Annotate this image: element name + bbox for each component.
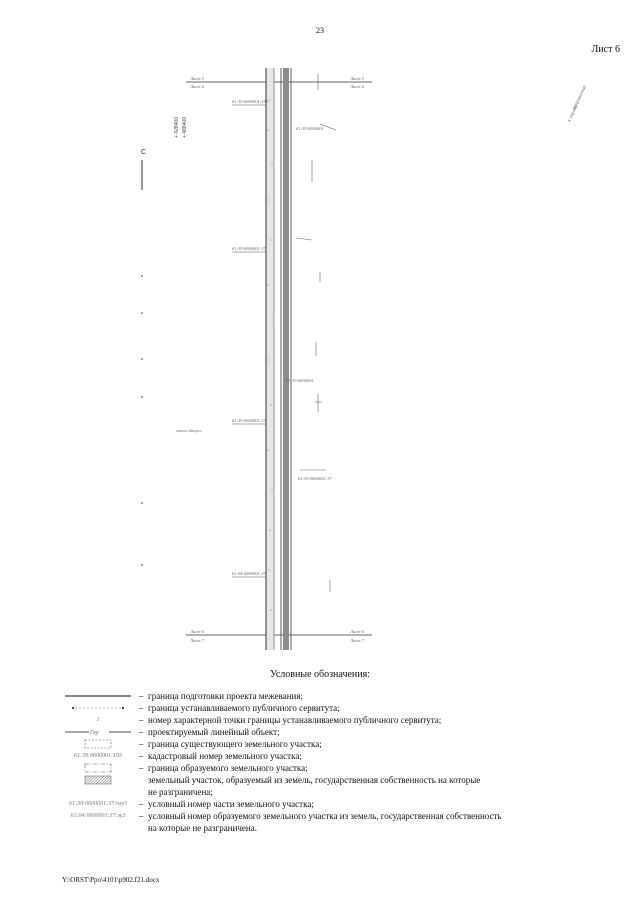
part-number-symbol: 61:39:0600001:37:чзу3 [69,801,127,807]
svg-text:Лист 6: Лист 6 [350,629,364,634]
dotted-points-symbol [62,702,134,714]
legend-text: на которые не разграничена. [148,823,257,833]
svg-text:61:39:0600001:193: 61:39:0600001:193 [232,99,268,104]
svg-text:61:39:0600001: 61:39:0600001 [296,126,324,131]
corner-label [567,84,588,123]
right-features [296,74,336,592]
formed-plot-number-symbol: 61:04:0600001:37:зу3 [70,813,126,819]
svg-text:к городу: к городу [567,104,580,123]
svg-text:Лист 7: Лист 7 [190,638,204,643]
svg-text:Лист 6: Лист 6 [350,84,364,89]
svg-text:С: С [141,149,147,156]
legend [62,690,622,834]
legend-text: номер характерной точки границы устанавливаемого публичного сервитута; [148,715,442,725]
cadastral-number-symbol: 61:39:0600001:193 [74,753,122,759]
legend-text: земельный участок, образуемый из земель, государственная собственность на которые [148,775,481,785]
legend-item: 61:39:0600001:193 – кадастровый номер земельного участка; [62,750,622,762]
legend-text: условный номер образуемого земельного участка из земель, государственная собственность [148,811,502,821]
svg-text:Лист 5: Лист 5 [350,76,364,81]
legend-item: 61:39:0600001:37:чзу3 – условный номер части земельного участка; [62,798,622,810]
legend-text: граница существующего земельного участка; [148,739,322,749]
legend-item: – граница существующего земельного участка; [62,738,622,750]
survey-plan [0,60,640,660]
legend-text: проектируемый линейный объект; [148,727,280,737]
sheet-label: Лист 6 [591,44,620,55]
svg-text:+ 428400: + 428400 [174,117,180,138]
legend-text: граница подготовки проекта межевания; [148,691,304,701]
legend-item: – граница образуемого земельного участка; [62,762,622,774]
svg-text:Лист 6: Лист 6 [190,84,204,89]
legend-text: граница устанавливаемого публичного сервитута; [148,703,340,713]
svg-text:земли общего: земли общего [176,428,202,433]
solid-line-symbol [62,690,134,702]
legend-item: Гвр – проектируемый линейный объект; [62,726,622,738]
svg-text:61:39:0600001:37: 61:39:0600001:37 [232,418,266,423]
svg-text:61:04:0600001:37: 61:04:0600001:37 [232,571,266,576]
coordinate-marks [174,117,188,138]
legend-item: – граница устанавливаемого публичного сервитута; [62,702,622,714]
legend-text: кадастровый номер земельного участка; [148,751,302,761]
svg-text:Лист 6: Лист 6 [190,629,204,634]
linear-object-band [283,68,289,650]
svg-text:61:39:0600001:37: 61:39:0600001:37 [298,476,332,481]
svg-text:61:39:0600001: 61:39:0600001 [286,378,314,383]
hatched-box-symbol [62,774,134,786]
svg-text:направление: направление [572,84,588,111]
legend-item: 61:04:0600001:37:зу3 – условный номер образуемого земельного участка из земель, государственная собственность [62,810,622,822]
legend-text: не разграничена; [148,787,213,797]
legend-title: Условные обозначения: [269,669,370,680]
linear-object-symbol: Гвр [90,730,99,736]
point-number-symbol: 1 [96,717,100,723]
legend-text: граница образуемого земельного участка; [148,763,308,773]
legend-item: 1 – номер характерной точки границы устанавливаемого публичного сервитута; [62,714,622,726]
legend-item [62,822,622,834]
svg-text:Лист 7: Лист 7 [350,638,364,643]
land-strip [266,68,274,650]
svg-text:+ 488400: + 488400 [182,117,188,138]
leader-lines [232,105,266,577]
svg-text:Лист 5: Лист 5 [190,76,204,81]
legend-item: – граница подготовки проекта межевания; [62,690,622,702]
legend-text: условный номер части земельного участка; [148,799,314,809]
dashdot-box-symbol [62,762,134,774]
dashed-box-symbol [62,738,134,750]
file-path-footer: Y:\ORST\Ppo\4101\p902.f21.docx [62,876,160,884]
page-number: 23 [316,26,324,35]
svg-text:61:39:0600001:37: 61:39:0600001:37 [232,246,266,251]
